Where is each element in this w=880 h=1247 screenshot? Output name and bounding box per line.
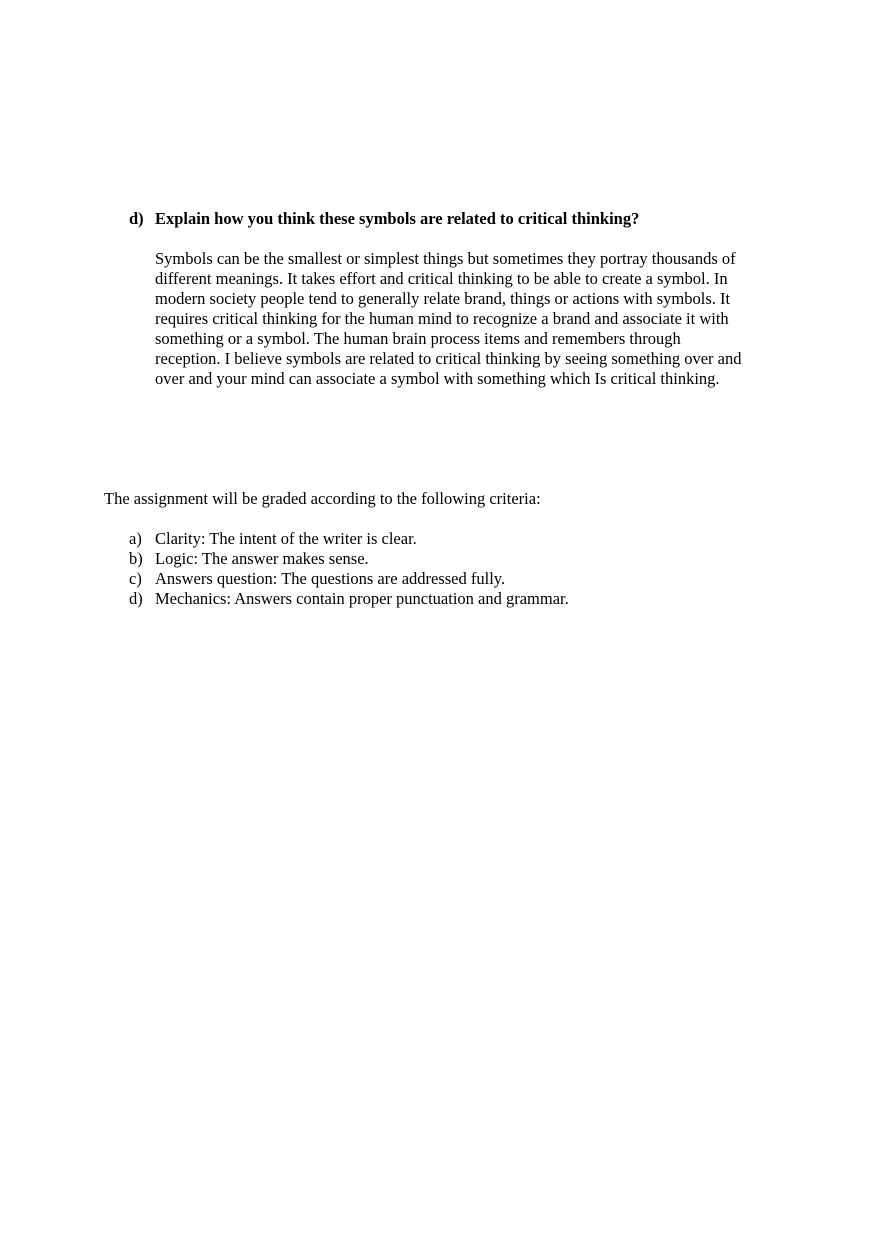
- answer-line: over and your mind can associate a symbol with something which Is critical thinking.: [155, 369, 720, 388]
- criteria-item: Logic: The answer makes sense.: [155, 549, 369, 568]
- answer-line: modern society people tend to generally relate brand, things or actions with symbols. It: [155, 289, 731, 308]
- answer-line: reception. I believe symbols are related to critical thinking by seeing something over and: [155, 349, 742, 368]
- criteria-item: Mechanics: Answers contain proper punctuation and grammar.: [155, 589, 569, 608]
- criteria-marker: b): [129, 549, 143, 568]
- answer-line: Symbols can be the smallest or simplest things but sometimes they portray thousands of: [155, 249, 736, 268]
- answer-paragraph: [155, 249, 741, 389]
- criteria-marker: c): [129, 569, 142, 588]
- criteria-item: Clarity: The intent of the writer is clear.: [155, 529, 417, 548]
- criteria-marker: d): [129, 589, 143, 608]
- grading-intro: The assignment will be graded according to the following criteria:: [104, 489, 541, 508]
- question-marker: d): [129, 209, 144, 228]
- question-text: Explain how you think these symbols are related to critical thinking?: [155, 209, 640, 228]
- criteria-marker: a): [129, 529, 142, 548]
- answer-line: something or a symbol. The human brain process items and remembers through: [155, 329, 681, 348]
- answer-line: different meanings. It takes effort and critical thinking to be able to create a symbol. In: [155, 269, 728, 288]
- answer-line: requires critical thinking for the human mind to recognize a brand and associate it with: [155, 309, 729, 328]
- criteria-item: Answers question: The questions are addressed fully.: [155, 569, 506, 588]
